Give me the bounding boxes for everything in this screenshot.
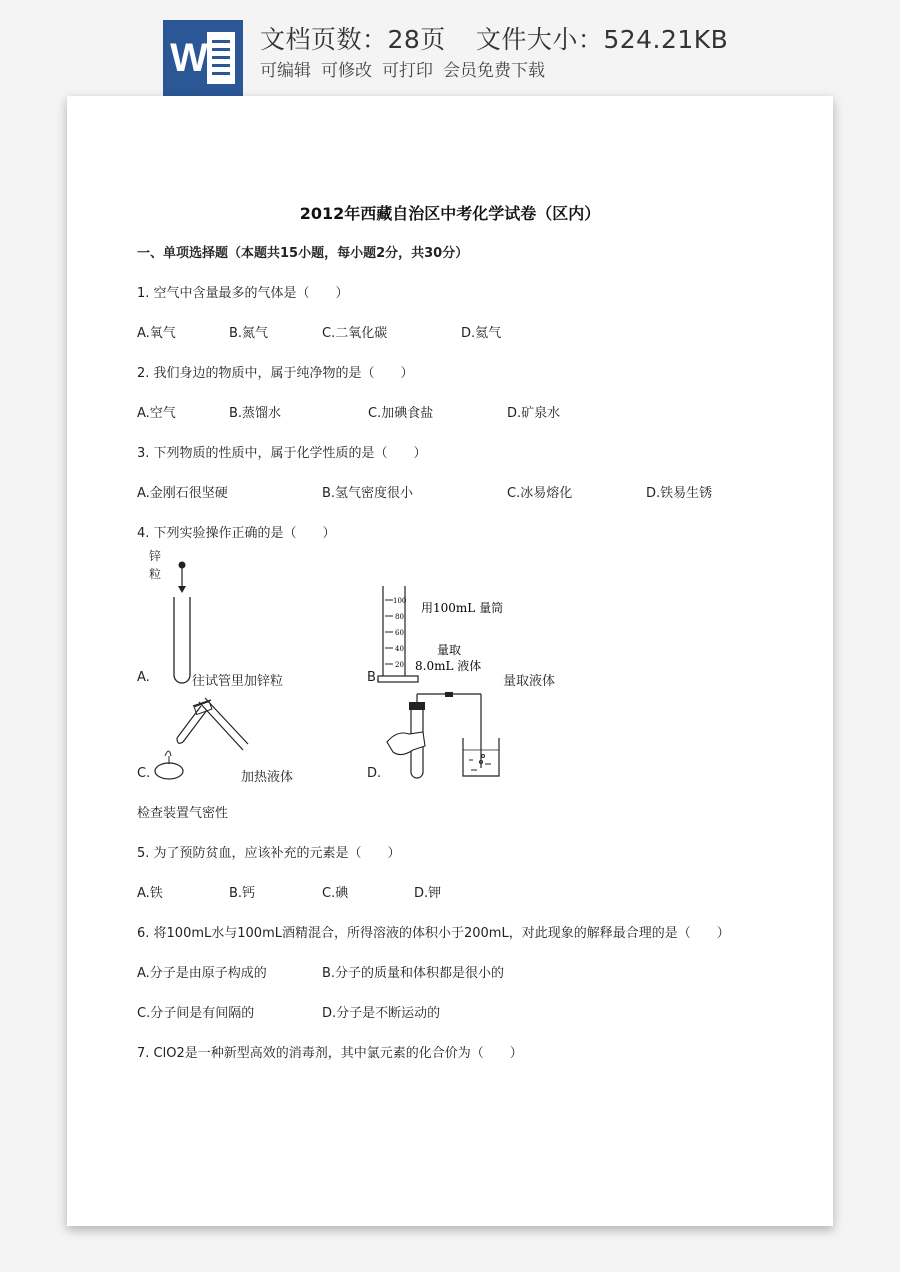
q3-option-d: D.铁易生锈 (646, 486, 713, 501)
figure-c-heating-liquid (153, 694, 249, 784)
q2-option-a: A.空气 (137, 406, 176, 421)
word-document-icon: W (163, 20, 243, 96)
figure-b-note-1: 用100mL 量筒 (421, 601, 504, 615)
q5-option-d: D.钾 (414, 886, 442, 901)
q2-option-b: B.蒸馏水 (229, 406, 282, 421)
q4-option-d-letter: D. (367, 766, 382, 781)
q6-option-b: B.分子的质量和体积都是很小的 (322, 966, 505, 981)
figure-a-label-bottom: 粒 (149, 567, 162, 581)
question-6: 6. 将100mL水与100mL酒精混合，所得溶液的体积小于200mL，对此现象的解释最合理的是（ ） (137, 926, 730, 941)
q3-option-a: A.金刚石很坚硬 (137, 486, 228, 501)
q2-option-d: D.矿泉水 (507, 406, 561, 421)
feature-editable: 可编辑 (260, 61, 311, 81)
cylinder-tick-100: 100 (393, 597, 407, 605)
q5-option-c: C.碘 (322, 886, 349, 901)
question-2: 2. 我们身边的物质中，属于纯净物的是（ ） (137, 366, 414, 381)
q4-option-c-caption: 加热液体 (241, 770, 294, 785)
q4-option-b-letter: B. (367, 670, 381, 685)
figure-a-zinc-test-tube (145, 548, 195, 686)
question-5: 5. 为了预防贫血，应该补充的元素是（ ） (137, 846, 401, 861)
q4-option-a-caption: 往试管里加锌粒 (192, 674, 284, 689)
question-7: 7. ClO2是一种新型高效的消毒剂，其中氯元素的化合价为（ ） (137, 1046, 523, 1061)
q5-option-a: A.铁 (137, 886, 163, 901)
figure-a-label-top: 锌 (149, 549, 162, 563)
q4-option-c-letter: C. (137, 766, 151, 781)
cylinder-tick-60: 60 (395, 629, 404, 637)
feature-free-download: 会员免费下载 (443, 61, 545, 81)
q6-option-c: C.分子间是有间隔的 (137, 1006, 255, 1021)
q1-option-a: A.氧气 (137, 326, 176, 341)
figure-b-note-3: 8.0mL 液体 (415, 659, 482, 673)
page-count: 文档页数：28页 (260, 25, 446, 54)
q5-option-b: B.钙 (229, 886, 256, 901)
question-1: 1. 空气中含量最多的气体是（ ） (137, 286, 349, 301)
q2-option-c: C.加碘食盐 (368, 406, 434, 421)
feature-list (260, 56, 555, 81)
document-page (67, 96, 833, 1226)
cylinder-tick-80: 80 (395, 613, 404, 621)
file-info (260, 20, 728, 56)
cylinder-tick-20: 20 (395, 661, 404, 669)
feature-modifiable: 可修改 (321, 61, 372, 81)
q1-option-d: D.氦气 (461, 326, 502, 341)
feature-printable: 可打印 (382, 61, 433, 81)
figure-b-note-2: 量取 (437, 643, 462, 657)
download-banner (0, 0, 900, 96)
q3-option-c: C.冰易熔化 (507, 486, 573, 501)
q4-option-a-letter: A. (137, 670, 150, 685)
exam-title: 2012年西藏自治区中考化学试卷（区内） (299, 204, 601, 223)
q1-option-c: C.二氧化碳 (322, 326, 388, 341)
question-3: 3. 下列物质的性质中，属于化学性质的是（ ） (137, 446, 427, 461)
cylinder-tick-40: 40 (395, 645, 404, 653)
section-heading: 一、单项选择题（本题共15小题，每小题2分，共30分） (137, 246, 469, 261)
q4-option-b-caption: 量取液体 (503, 674, 556, 689)
file-size: 文件大小：524.21KB (475, 25, 729, 54)
q6-option-a: A.分子是由原子构成的 (137, 966, 267, 981)
q6-option-d: D.分子是不断运动的 (322, 1006, 441, 1021)
q3-option-b: B.氢气密度很小 (322, 486, 414, 501)
figure-d-airtightness-check (383, 692, 505, 782)
q1-option-b: B.氮气 (229, 326, 269, 341)
question-4: 4. 下列实验操作正确的是（ ） (137, 526, 336, 541)
q4-option-d-caption: 检查装置气密性 (137, 806, 229, 821)
